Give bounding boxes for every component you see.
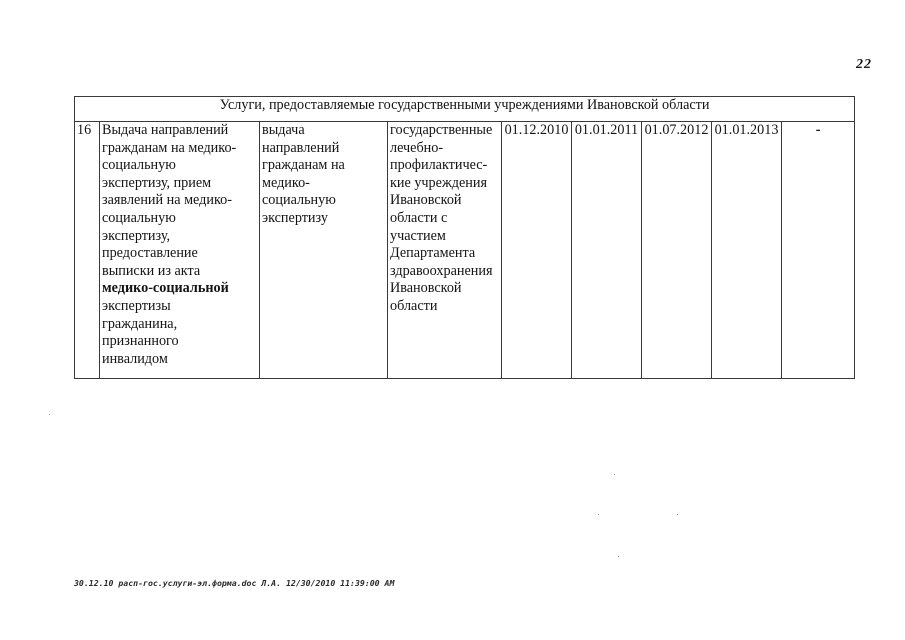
service-name-line: выписки из акта	[102, 262, 201, 279]
service-name-line: экспертизу,	[102, 227, 171, 244]
service-name-line: медико-социальной	[102, 280, 229, 297]
subservice-line: экспертизу	[262, 209, 328, 226]
section-header-row	[75, 97, 855, 122]
subservice-line: медико-	[262, 174, 310, 191]
subservice-cell	[260, 122, 388, 379]
provider-line: Ивановской	[390, 280, 462, 297]
provider-line: кие учреждения	[390, 174, 487, 191]
date-value: 01.07.2012	[644, 122, 709, 138]
date-cell-4	[712, 122, 782, 379]
page-number: 22	[856, 57, 872, 72]
service-name-cell	[100, 122, 260, 379]
service-name-line: социальную	[102, 157, 176, 174]
provider-line: области	[390, 297, 438, 314]
date-cell-3	[642, 122, 712, 379]
scan-speck	[618, 556, 619, 557]
scan-speck	[614, 474, 615, 475]
document-footer: 30.12.10 расп-гос.услуги-эл.форма.doc Л.А. 12/30/2010 11:39:00 AM	[74, 578, 395, 588]
provider-line: государственные	[390, 122, 493, 138]
date-value: 01.01.2013	[714, 122, 779, 138]
service-name-line: гражданина,	[102, 315, 178, 332]
service-name-line: экспертизы	[102, 297, 171, 314]
table-row	[75, 122, 855, 379]
date-cell-1	[502, 122, 572, 379]
provider-line: здравоохранения	[390, 262, 493, 279]
subservice-line: социальную	[262, 192, 336, 209]
provider-cell	[388, 122, 502, 379]
section-title: Услуги, предоставляемые государственными учреждениями Ивановской области	[219, 97, 710, 113]
scan-speck	[598, 514, 599, 515]
row-number: 16	[77, 122, 92, 138]
row-number-cell	[75, 122, 100, 379]
service-name-line: предоставление	[102, 245, 198, 262]
service-name-line: инвалидом	[102, 350, 168, 367]
provider-line: области с	[390, 209, 448, 226]
provider-line: Ивановской	[390, 192, 462, 209]
subservice-line: гражданам на	[262, 157, 345, 174]
date-value: 01.12.2010	[504, 122, 569, 138]
provider-line: лечебно-	[390, 139, 444, 156]
service-name-line: заявлений на медико-	[102, 192, 232, 209]
service-name-line: Выдача направлений	[102, 122, 229, 138]
service-name-line: социальную	[102, 209, 176, 226]
service-name-line: экспертизу, прием	[102, 174, 212, 191]
subservice-line: направлений	[262, 139, 340, 156]
scan-speck	[49, 414, 50, 415]
last-value: -	[815, 122, 821, 138]
last-value-cell	[782, 122, 855, 379]
subservice-line: выдача	[262, 122, 305, 138]
provider-line: участием	[390, 227, 446, 244]
provider-line: Департамента	[390, 245, 476, 262]
provider-line: профилактичес-	[390, 157, 488, 174]
scan-speck	[677, 514, 678, 515]
date-value: 01.01.2011	[574, 122, 639, 138]
services-table	[74, 96, 855, 379]
section-title-cell	[75, 97, 855, 122]
services-table-container	[74, 96, 854, 379]
date-cell-2	[572, 122, 642, 379]
service-name-line: признанного	[102, 333, 179, 350]
service-name-line: гражданам на медико-	[102, 139, 237, 156]
